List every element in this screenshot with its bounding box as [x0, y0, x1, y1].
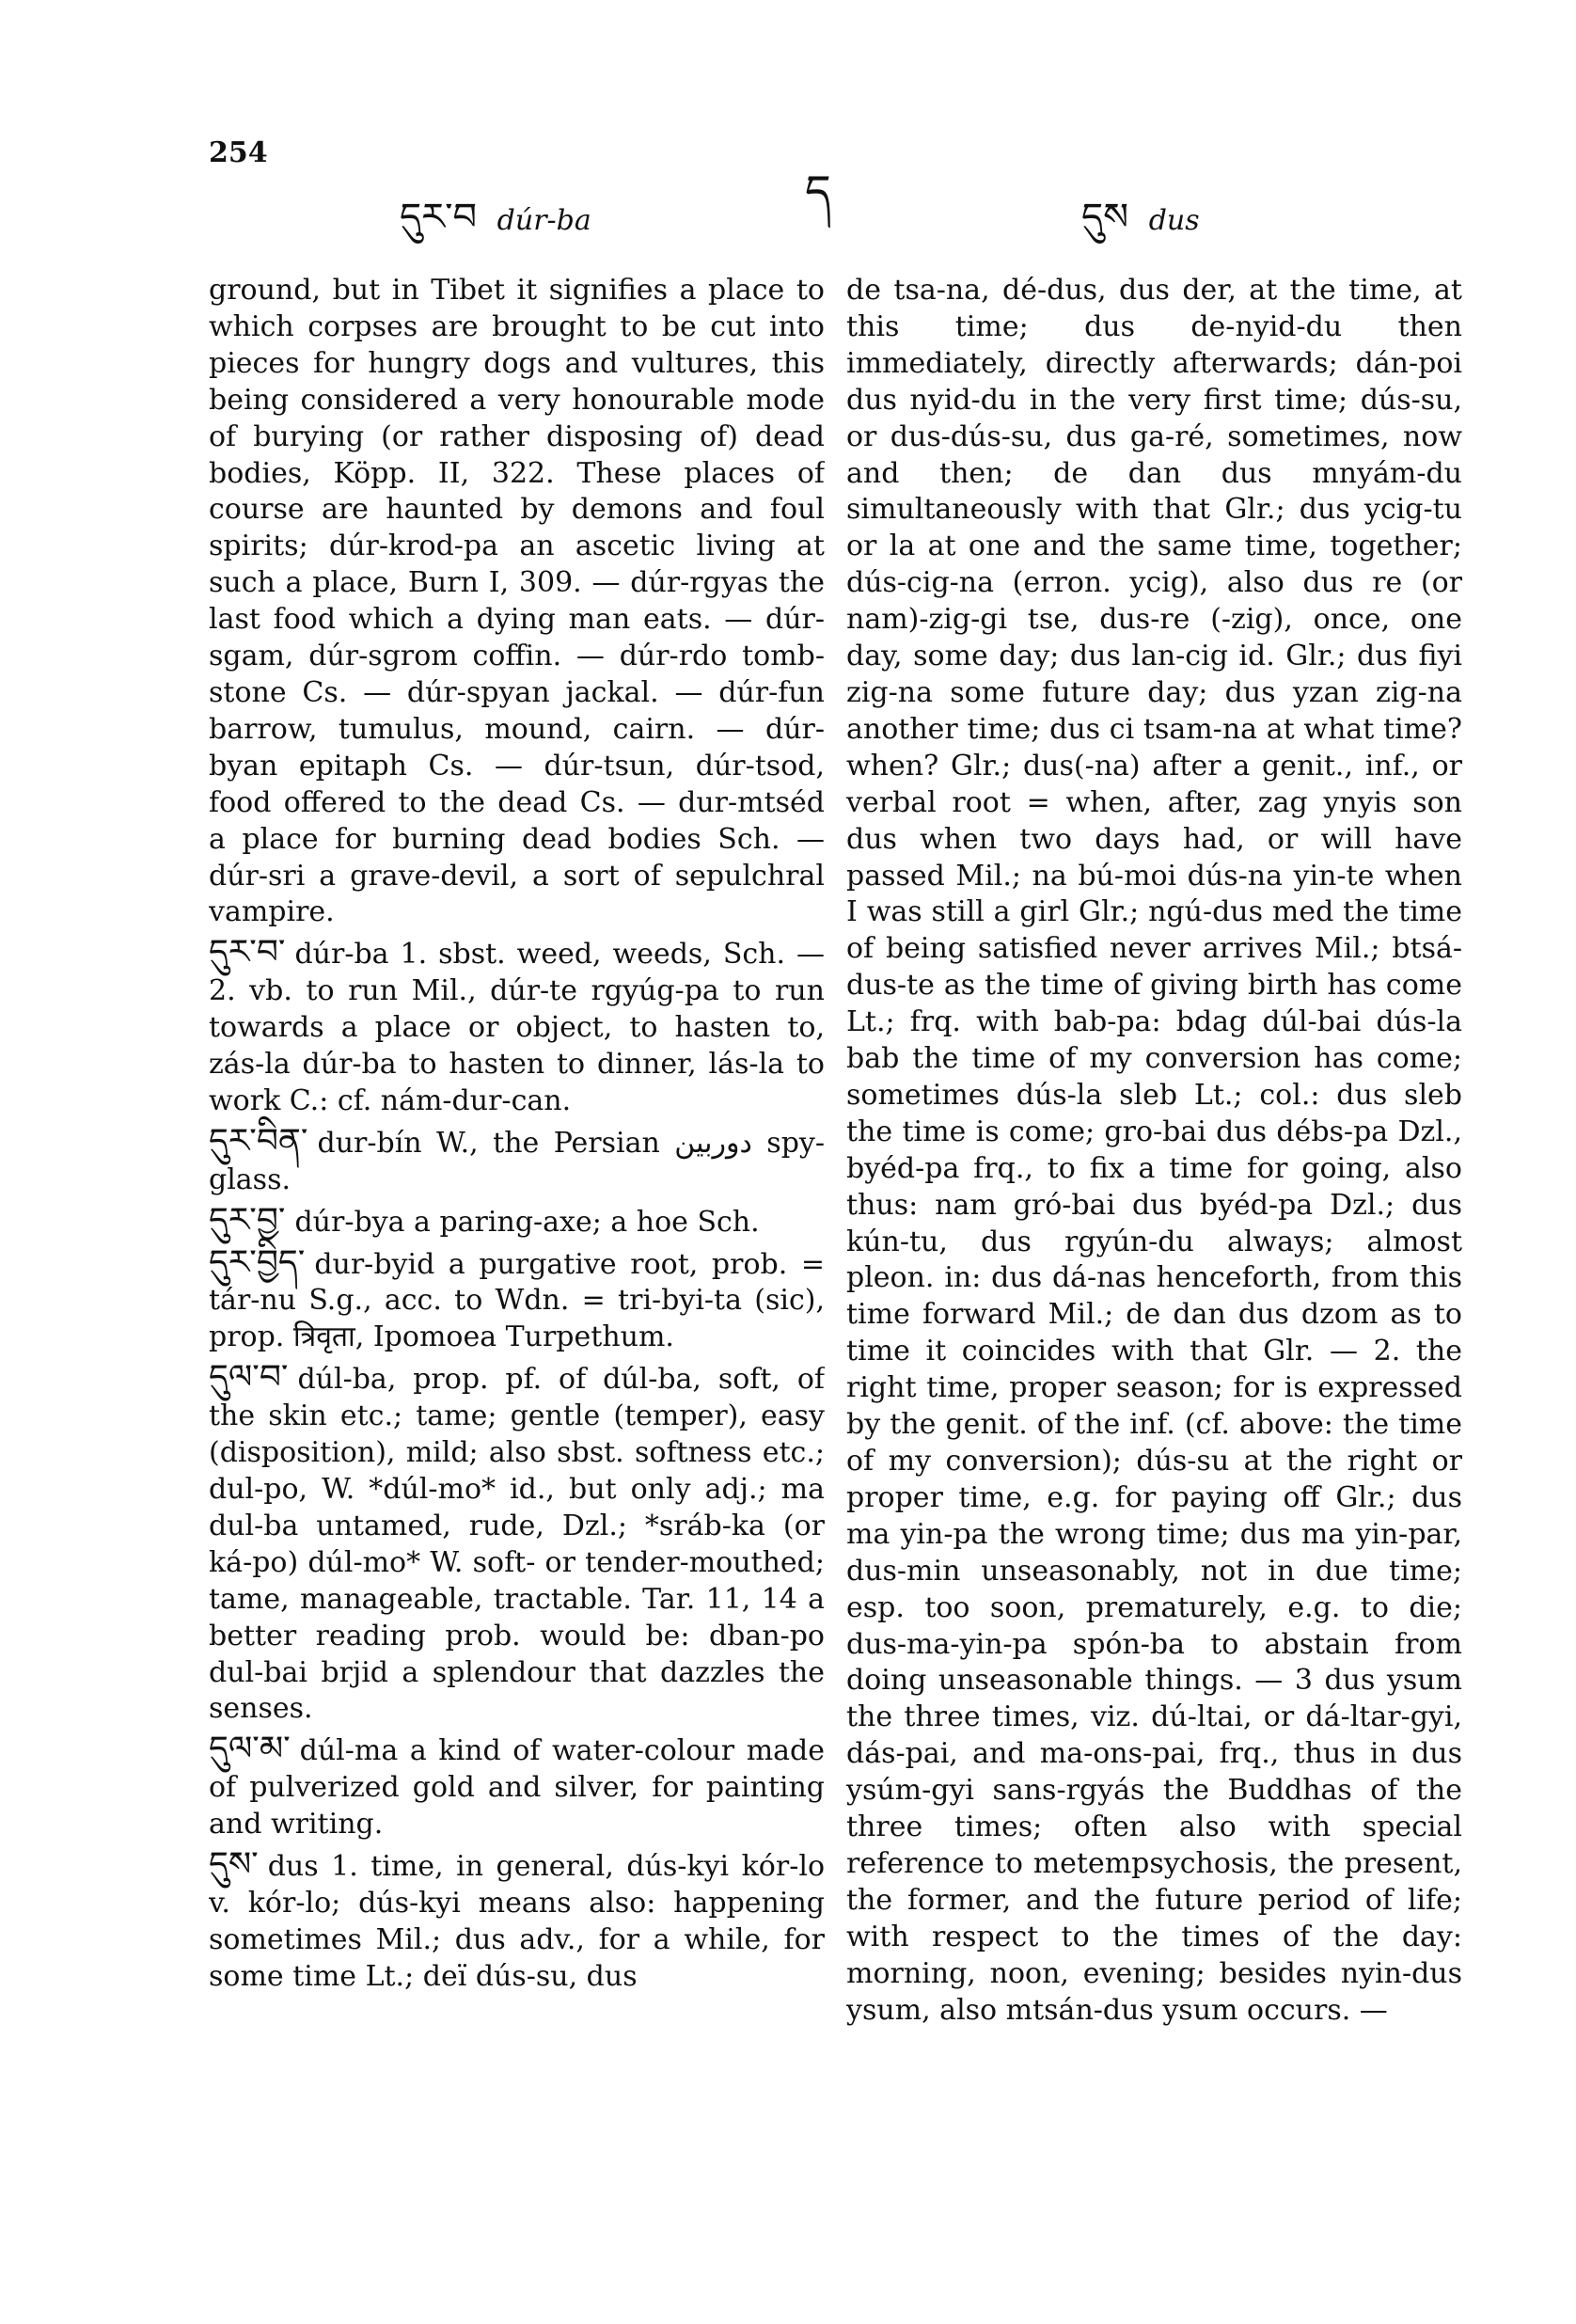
entry-headword: དུལ་མ་	[209, 1730, 291, 1769]
dictionary-entry	[209, 1242, 825, 1357]
entry-text: de tsa-na, dé-dus, dus der, at the time, at this time; dus de-nyid-du then immediately, directly afterwards; dán-poi dus nyid-du in the very first time; dús-su, or dus-dús-su, dus ga-ré, sometimes, now and then; de dan dus mnyám-du simultaneously with that Glr.; dus ycig-tu or la at one and the same time, together; dús-cig-na (erron. ycig), also dus re (or nam)-zig-gi tse, dus-re (-zig), once, one day, some day; dus lan-cig id. Glr.; dus fiyi zig-na some future day; dus yzan zig-na another time; dus ci tsam-na at what time? when? Glr.; dus(-na) after a genit., inf., or verbal root = when, after, zag ynyis son dus when two days had, or will have passed Mil.; na bú-moi dús-na yin-te when I was still a girl Glr.; ngú-dus med the time of being satisfied never arrives Mil.; btsá-dus-te as the time of giving birth has come Lt.; frq. with bab-pa: bdag dúl-bai dús-la bab the time of my conversion has come; sometimes dús-la sleb Lt.; col.: dus sleb the time is come; gro-bai dus débs-pa Dzl., byéd-pa frq., to fix a time for going, also thus: nam gró-bai dus byéd-pa Dzl.; dus kún-tu, dus rgyún-du always; almost pleon. in: dus dá-nas henceforth, from this time forward Mil.; de dan dus dzom as to time it coincides with that Glr. — 2. the right time, proper season; for is expressed by the genit. of the inf. (cf. above: the time of my conversion); dús-su at the right or proper time, e.g. for paying off Glr.; dus ma yin-pa the wrong time; dus ma yin-par, dus-min unseasonably, not in due time; esp. too soon, prematurely, e.g. to die; dus-ma-yin-pa spón-ba to abstain from doing unseasonable things. — 3 dus ysum the three times, viz. dú-ltai, or dá-ltar-gyi, dás-pai, and ma-ons-pai, frq., thus in dus ysúm-gyi sans-rgyás the Buddhas of the three times; often also with special reference to metempsychosis, the present, the former, and the future period of life; with respect to the times of the day: morning, noon, evening; besides nyin-dus ysum, also mtsán-dus ysum occurs. —	[846, 274, 1462, 2027]
page-glyph: ད	[805, 166, 831, 218]
entry-continuation	[209, 273, 825, 931]
running-head-right-tibetan: དུས	[1081, 196, 1129, 239]
entry-headword: དུས་	[209, 1845, 259, 1885]
right-column	[846, 273, 1462, 2257]
entry-headword: དུལ་བ་	[209, 1358, 289, 1398]
entry-text: dúr-ba 1. sbst. weed, weeds, Sch. — 2. vb. to run Mil., dúr-te rgyúg-pa to run towards a place or object, to hasten to, zás-la dúr-ba to hasten to dinner, lás-la to work C.: cf. nám-dur-can.	[209, 938, 825, 1117]
entry-headword: དུར་བྱིད་	[209, 1242, 306, 1282]
dictionary-entry	[209, 1731, 825, 1843]
running-head-left	[400, 174, 591, 280]
left-column	[209, 273, 825, 2257]
entry-text: dur-byid a purgative root, prob. = tár-nu S.g., acc. to Wdn. = tri-byi-ta (sic), prop. त्रिवृता, Ipomoea Turpethum.	[209, 1247, 825, 1354]
entry-text: dur-bín W., the Persian دوربين spy-glass.	[209, 1126, 825, 1196]
entry-text: dúr-bya a paring-axe; a hoe Sch.	[294, 1205, 760, 1239]
dictionary-entry	[209, 1200, 825, 1241]
entry-headword: དུར་བིན་	[209, 1121, 308, 1161]
running-head-left-roman: dúr-ba	[496, 204, 591, 237]
dictionary-entry	[209, 1360, 825, 1728]
running-head-right	[1081, 174, 1200, 280]
entry-text: dúl-ma a kind of water-colour made of pulverized gold and silver, for painting and writing.	[209, 1734, 825, 1842]
running-head-left-tibetan: དུར་བ	[400, 196, 478, 239]
entry-continuation	[846, 273, 1462, 2030]
entry-text: ground, but in Tibet it signifies a place to which corpses are brought to be cut into pieces for hungry dogs and vultures, this being considered a very honourable mode of burying (or rather disposing of) dead bodies, Köpp. II, 322. These places of course are haunted by demons and foul spirits; dúr-krod-pa an ascetic living at such a place, Burn I, 309. — dúr-rgyas the last food which a dying man eats. — dúr-sgam, dúr-sgrom coffin. — dúr-rdo tomb-stone Cs. — dúr-spyan jackal. — dúr-fun barrow, tumulus, mound, cairn. — dúr-byan epitaph Cs. — dúr-tsun, dúr-tsod, food offered to the dead Cs. — dur-mtséd a place for burning dead bodies Sch. — dúr-sri a grave-devil, a sort of sepulchral vampire.	[209, 274, 825, 929]
entry-headword: དུར་བྱ་	[209, 1200, 286, 1240]
page-number: 254	[209, 136, 268, 169]
running-head-right-roman: dus	[1148, 204, 1200, 237]
entry-headword: དུར་བ་	[209, 933, 286, 972]
entry-text: dúl-ba, prop. pf. of dúl-ba, soft, of the skin etc.; tame; gentle (temper), easy (disposition), mild; also sbst. softness etc.; dul-po, W. *dúl-mo* id., but only adj.; ma dul-ba untamed, rude, Dzl.; *sráb-ka (or ká-po) dúl-mo* W. soft- or tender-mouthed; tame, manageable, tractable. Tar. 11, 14 a better reading prob. would be: dban-po dul-bai brjid a splendour that dazzles the senses.	[209, 1363, 825, 1726]
dictionary-entry	[209, 935, 825, 1120]
dictionary-entry	[209, 1121, 825, 1199]
entry-text: dus 1. time, in general, dús-kyi kór-lo v. kór-lo; dús-kyi means also: happening sometimes Mil.; dus adv., for a while, for some time Lt.; deï dús-su, dus	[209, 1850, 825, 1993]
dictionary-entry	[209, 1847, 825, 1996]
